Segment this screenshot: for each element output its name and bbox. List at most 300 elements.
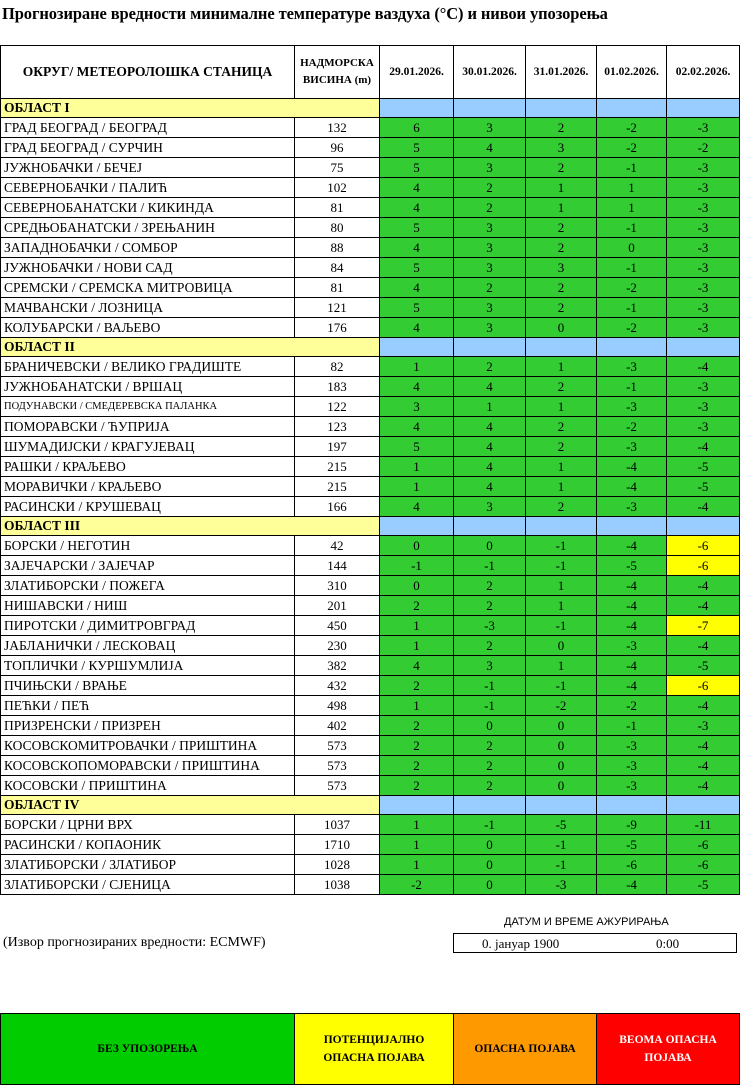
temperature-cell: 4 [454,138,526,158]
table-row [1,417,740,437]
temperature-cell: 0 [454,855,526,875]
temperature-cell: 2 [454,576,526,596]
temperature-cell: -4 [667,636,740,656]
station-name: СРЕМСКИ / СРЕМСКА МИТРОВИЦА [1,278,295,298]
temperature-cell: -5 [597,835,667,855]
table-row [1,318,740,338]
temperature-cell: -4 [597,576,667,596]
legend-label: ПОЈАВА [644,1052,692,1064]
temperature-cell: 2 [526,158,597,178]
temperature-cell: -5 [526,815,597,835]
table-row [1,736,740,756]
temperature-cell: -1 [526,556,597,576]
temperature-cell: 1 [526,656,597,676]
temperature-cell: 0 [526,736,597,756]
temperature-cell: -3 [597,636,667,656]
temperature-cell: -5 [667,875,740,895]
temperature-cell: -9 [597,815,667,835]
temperature-cell: -3 [667,198,740,218]
temperature-cell: -1 [597,716,667,736]
station-name: ГРАД БЕОГРАД / БЕОГРАД [1,118,295,138]
temperature-cell: -4 [667,756,740,776]
temperature-cell: 5 [380,437,454,457]
temperature-cell: 1 [526,477,597,497]
altitude-header-line2: ВИСИНА (m) [302,74,372,86]
temperature-cell: 3 [454,497,526,517]
temperature-cell: -4 [667,497,740,517]
temperature-cell: 4 [380,198,454,218]
temperature-cell: -2 [526,696,597,716]
temperature-cell: -4 [667,776,740,796]
station-name: БОРСКИ / НЕГОТИН [1,536,295,556]
temperature-cell: 4 [380,278,454,298]
station-altitude: 176 [295,318,380,338]
temperature-cell: -3 [667,238,740,258]
legend-no-warning [1,1014,295,1085]
station-name: ЗЛАТИБОРСКИ / ПОЖЕГА [1,576,295,596]
station-name: БОРСКИ / ЦРНИ ВРХ [1,815,295,835]
station-name: ЈУЖНОБАЧКИ / НОВИ САД [1,258,295,278]
temperature-cell: -3 [597,397,667,417]
temperature-cell: 1 [526,397,597,417]
region-bar-cell [380,99,454,118]
station-altitude: 102 [295,178,380,198]
temperature-cell: 5 [380,158,454,178]
table-row [1,437,740,457]
station-altitude: 197 [295,437,380,457]
region-bar-cell [454,796,526,815]
temperature-cell: 2 [526,497,597,517]
temperature-cell: -5 [667,477,740,497]
temperature-cell: -4 [667,437,740,457]
temperature-cell: 1 [526,596,597,616]
temperature-cell: -3 [667,417,740,437]
table-row [1,536,740,556]
temperature-cell: -3 [667,258,740,278]
temperature-cell: -2 [597,138,667,158]
temperature-cell: -4 [597,656,667,676]
station-altitude: 166 [295,497,380,517]
legend-high-danger [597,1014,740,1085]
station-name: ПИРОТСКИ / ДИМИТРОВГРАД [1,616,295,636]
temperature-cell: 2 [454,198,526,218]
date-column-header: 30.01.2026. [454,46,526,99]
temperature-cell: 3 [454,318,526,338]
table-header-row [1,46,740,99]
temperature-cell: 2 [454,278,526,298]
legend-label: ОПАСНА ПОЈАВА [323,1052,425,1064]
table-row [1,198,740,218]
temperature-cell: -3 [667,377,740,397]
station-altitude: 42 [295,536,380,556]
temperature-cell: -1 [597,158,667,178]
temperature-cell: 2 [526,417,597,437]
temperature-cell: -1 [526,676,597,696]
station-name: СЕВЕРНОБАНАТСКИ / КИКИНДА [1,198,295,218]
date-column-header: 01.02.2026. [597,46,667,99]
temperature-cell: 0 [526,716,597,736]
station-name: МАЧВАНСКИ / ЛОЗНИЦА [1,298,295,318]
temperature-cell: 2 [526,238,597,258]
temperature-cell: -4 [597,477,667,497]
temperature-cell: -3 [597,776,667,796]
region-bar-cell [597,338,667,357]
temperature-cell: 3 [454,158,526,178]
region-bar-cell [526,796,597,815]
table-row [1,576,740,596]
temperature-cell: 0 [380,576,454,596]
region-row [1,517,740,536]
temperature-cell: 2 [454,357,526,377]
region-bar-cell [380,796,454,815]
temperature-cell: -3 [667,397,740,417]
temperature-cell: -1 [526,616,597,636]
temperature-cell: 3 [454,238,526,258]
station-altitude: 183 [295,377,380,397]
station-name: СРЕДЊОБАНАТСКИ / ЗРЕЊАНИН [1,218,295,238]
temperature-cell: -1 [454,676,526,696]
date-column-header: 31.01.2026. [526,46,597,99]
temperature-cell: 1 [380,835,454,855]
temperature-cell: -6 [667,676,740,696]
region-bar-cell [597,517,667,536]
station-altitude: 96 [295,138,380,158]
temperature-cell: 1 [380,636,454,656]
station-altitude: 122 [295,397,380,417]
altitude-header-line1: НАДМОРСКА [300,57,374,69]
temperature-cell: 0 [526,636,597,656]
update-box [453,933,737,953]
station-altitude: 498 [295,696,380,716]
temperature-cell: 0 [526,756,597,776]
temperature-cell: -4 [597,457,667,477]
temperature-cell: -3 [597,497,667,517]
temperature-cell: -1 [597,218,667,238]
region-bar-cell [667,338,740,357]
station-name: РАСИНСКИ / КОПАОНИК [1,835,295,855]
station-altitude: 1037 [295,815,380,835]
temperature-cell: -2 [597,118,667,138]
region-row [1,338,740,357]
station-altitude: 215 [295,457,380,477]
temperature-cell: 5 [380,138,454,158]
table-row [1,377,740,397]
temperature-cell: 2 [526,298,597,318]
temperature-cell: -3 [667,218,740,238]
legend-label: ВЕОМА ОПАСНА [619,1034,717,1046]
table-row [1,178,740,198]
station-altitude: 310 [295,576,380,596]
table-row [1,616,740,636]
table-row [1,138,740,158]
region-bar-cell [597,796,667,815]
temperature-cell: 4 [454,437,526,457]
warning-legend [0,1013,740,1085]
station-altitude: 230 [295,636,380,656]
station-name: ЗАПАДНОБАЧКИ / СОМБОР [1,238,295,258]
temperature-cell: 1 [380,696,454,716]
temperature-cell: -1 [526,835,597,855]
temperature-cell: -1 [454,556,526,576]
temperature-cell: 0 [526,318,597,338]
temperature-cell: -7 [667,616,740,636]
legend-label: ОПАСНА ПОЈАВА [474,1043,576,1055]
station-name: ЈАБЛАНИЧКИ / ЛЕСКОВАЦ [1,636,295,656]
station-altitude: 121 [295,298,380,318]
region-bar-cell [380,338,454,357]
temperature-cell: 2 [380,716,454,736]
temperature-cell: 0 [454,716,526,736]
station-altitude: 84 [295,258,380,278]
temperature-cell: 0 [380,536,454,556]
table-row [1,636,740,656]
station-altitude: 82 [295,357,380,377]
temperature-cell: 0 [454,835,526,855]
temperature-cell: -3 [667,158,740,178]
region-bar-cell [454,517,526,536]
station-name: ШУМАДИЈСКИ / КРАГУЈЕВАЦ [1,437,295,457]
table-row [1,278,740,298]
temperature-cell: -3 [667,298,740,318]
temperature-cell: -11 [667,815,740,835]
station-name: РАШКИ / КРАЉЕВО [1,457,295,477]
table-row [1,258,740,278]
table-row [1,835,740,855]
temperature-cell: -2 [597,417,667,437]
temperature-cell: 2 [380,736,454,756]
station-name: ТОПЛИЧКИ / КУРШУМЛИЈА [1,656,295,676]
temperature-cell: 3 [454,298,526,318]
date-column-header: 02.02.2026. [667,46,740,99]
temperature-cell: 1 [380,855,454,875]
temperature-cell: 2 [526,118,597,138]
region-bar-cell [526,517,597,536]
temperature-cell: -4 [597,676,667,696]
legend-potential-danger [295,1014,454,1085]
region-bar-cell [380,517,454,536]
temperature-cell: -1 [597,298,667,318]
temperature-cell: 3 [454,118,526,138]
altitude-column-header [295,46,380,99]
temperature-cell: 3 [526,258,597,278]
station-name: КОСОВСКОМИТРОВАЧКИ / ПРИШТИНА [1,736,295,756]
table-row [1,855,740,875]
temperature-cell: -1 [380,556,454,576]
temperature-cell: 1 [526,457,597,477]
temperature-cell: 1 [380,477,454,497]
table-row [1,656,740,676]
table-row [1,696,740,716]
temperature-cell: -4 [667,596,740,616]
region-bar-cell [667,796,740,815]
temperature-cell: 4 [380,417,454,437]
temperature-cell: 1 [597,178,667,198]
table-row [1,238,740,258]
temperature-cell: 3 [454,656,526,676]
temperature-cell: -4 [597,596,667,616]
station-altitude: 450 [295,616,380,636]
temperature-cell: -1 [597,258,667,278]
station-name: ЈУЖНОБАЧКИ / БЕЧЕЈ [1,158,295,178]
temperature-cell: -1 [597,377,667,397]
station-name: ЗЛАТИБОРСКИ / СЈЕНИЦА [1,875,295,895]
temperature-cell: -2 [380,875,454,895]
legend-label: БЕЗ УПОЗОРЕЊА [97,1043,198,1055]
temperature-cell: 4 [454,457,526,477]
temperature-cell: -6 [597,855,667,875]
table-row [1,815,740,835]
station-name: БРАНИЧЕВСКИ / ВЕЛИКО ГРАДИШТЕ [1,357,295,377]
station-name: ЗАЈЕЧАРСКИ / ЗАЈЕЧАР [1,556,295,576]
station-altitude: 132 [295,118,380,138]
temperature-cell: 2 [526,278,597,298]
station-name: ЈУЖНОБАНАТСКИ / ВРШАЦ [1,377,295,397]
table-row [1,118,740,138]
table-row [1,298,740,318]
temperature-cell: -6 [667,835,740,855]
temperature-cell: 3 [526,138,597,158]
region-bar-cell [667,517,740,536]
table-row [1,158,740,178]
station-altitude: 88 [295,238,380,258]
temperature-cell: 1 [597,198,667,218]
station-altitude: 123 [295,417,380,437]
temperature-cell: 4 [380,318,454,338]
temperature-cell: 6 [380,118,454,138]
temperature-cell: -3 [454,616,526,636]
station-altitude: 81 [295,278,380,298]
temperature-cell: -6 [667,536,740,556]
legend-label: ПОТЕНЦИЈАЛНО [323,1034,425,1046]
temperature-cell: -3 [667,278,740,298]
temperature-cell: -3 [597,736,667,756]
temperature-cell: 2 [380,676,454,696]
temperature-cell: 4 [380,178,454,198]
temperature-cell: 2 [380,596,454,616]
temperature-cell: -4 [667,696,740,716]
temperature-cell: -5 [667,457,740,477]
station-name: ПЧИЊСКИ / ВРАЊЕ [1,676,295,696]
station-altitude: 1028 [295,855,380,875]
temperature-cell: 3 [380,397,454,417]
table-row [1,556,740,576]
station-name: КОЛУБАРСКИ / ВАЉЕВО [1,318,295,338]
temperature-cell: 1 [526,198,597,218]
temperature-cell: 1 [380,457,454,477]
temperature-cell: 5 [380,258,454,278]
temperature-cell: 1 [526,357,597,377]
table-row [1,397,740,417]
update-label: ДАТУМ И ВРЕМЕ АЖУРИРАЊА [504,916,669,928]
station-altitude: 201 [295,596,380,616]
temperature-cell: -4 [597,875,667,895]
update-time: 0:00 [656,936,680,951]
temperature-cell: -1 [454,696,526,716]
station-altitude: 573 [295,776,380,796]
region-bar-cell [454,99,526,118]
temperature-cell: -3 [526,875,597,895]
temperature-cell: 1 [526,576,597,596]
temperature-cell: -5 [597,556,667,576]
temperature-cell: 5 [380,298,454,318]
region-row [1,99,740,118]
temperature-cell: 0 [454,875,526,895]
temperature-cell: -4 [667,736,740,756]
temperature-cell: 2 [454,596,526,616]
region-row [1,796,740,815]
temperature-cell: -3 [667,118,740,138]
date-column-header: 29.01.2026. [380,46,454,99]
station-name: НИШАВСКИ / НИШ [1,596,295,616]
temperature-cell: 1 [380,616,454,636]
table-row [1,756,740,776]
station-name: МОРАВИЧКИ / КРАЉЕВО [1,477,295,497]
station-altitude: 215 [295,477,380,497]
table-row [1,497,740,517]
table-row [1,477,740,497]
region-bar-cell [667,99,740,118]
table-row [1,218,740,238]
temperature-cell: -1 [526,536,597,556]
temperature-cell: 1 [526,178,597,198]
table-row [1,457,740,477]
temperature-cell: 4 [454,377,526,397]
temperature-cell: -3 [597,437,667,457]
temperature-cell: 1 [454,397,526,417]
temperature-cell: 1 [380,815,454,835]
station-altitude: 573 [295,756,380,776]
temperature-cell: 4 [380,656,454,676]
station-name: ЗЛАТИБОРСКИ / ЗЛАТИБОР [1,855,295,875]
temperature-cell: -2 [597,696,667,716]
region-bar-cell [597,99,667,118]
temperature-cell: -6 [667,855,740,875]
page-title: Прогнозиране вредности минималне температуре ваздуха (°C) и нивои упозорења [2,4,608,23]
table-row [1,875,740,895]
table-row [1,716,740,736]
temperature-cell: 4 [380,377,454,397]
region-name: ОБЛАСТ IV [1,796,380,815]
source-note: (Извор прогнозираних вредности: ECMWF) [3,935,266,950]
temperature-cell: 2 [526,218,597,238]
temperature-cell: 3 [454,218,526,238]
region-name: ОБЛАСТ III [1,517,380,536]
temperature-cell: -4 [597,616,667,636]
temperature-cell: 4 [380,497,454,517]
region-name: ОБЛАСТ I [1,99,380,118]
temperature-cell: 2 [526,437,597,457]
update-date: 0. јануар 1900 [482,936,560,951]
temperature-cell: -2 [667,138,740,158]
temperature-cell: -2 [597,278,667,298]
station-name: КОСОВСКОПОМОРАВСКИ / ПРИШТИНА [1,756,295,776]
temperature-cell: -1 [454,815,526,835]
station-name: ПЕЋКИ / ПЕЋ [1,696,295,716]
region-name: ОБЛАСТ II [1,338,380,357]
temperature-cell: -4 [597,536,667,556]
temperature-cell: -3 [597,756,667,776]
temperature-cell: 0 [597,238,667,258]
temperature-cell: 2 [454,776,526,796]
station-name: СЕВЕРНОБАЧКИ / ПАЛИЋ [1,178,295,198]
forecast-table [0,45,740,895]
table-row [1,357,740,377]
temperature-cell: 2 [454,756,526,776]
region-bar-cell [454,338,526,357]
station-altitude: 81 [295,198,380,218]
temperature-cell: -4 [667,357,740,377]
station-altitude: 402 [295,716,380,736]
